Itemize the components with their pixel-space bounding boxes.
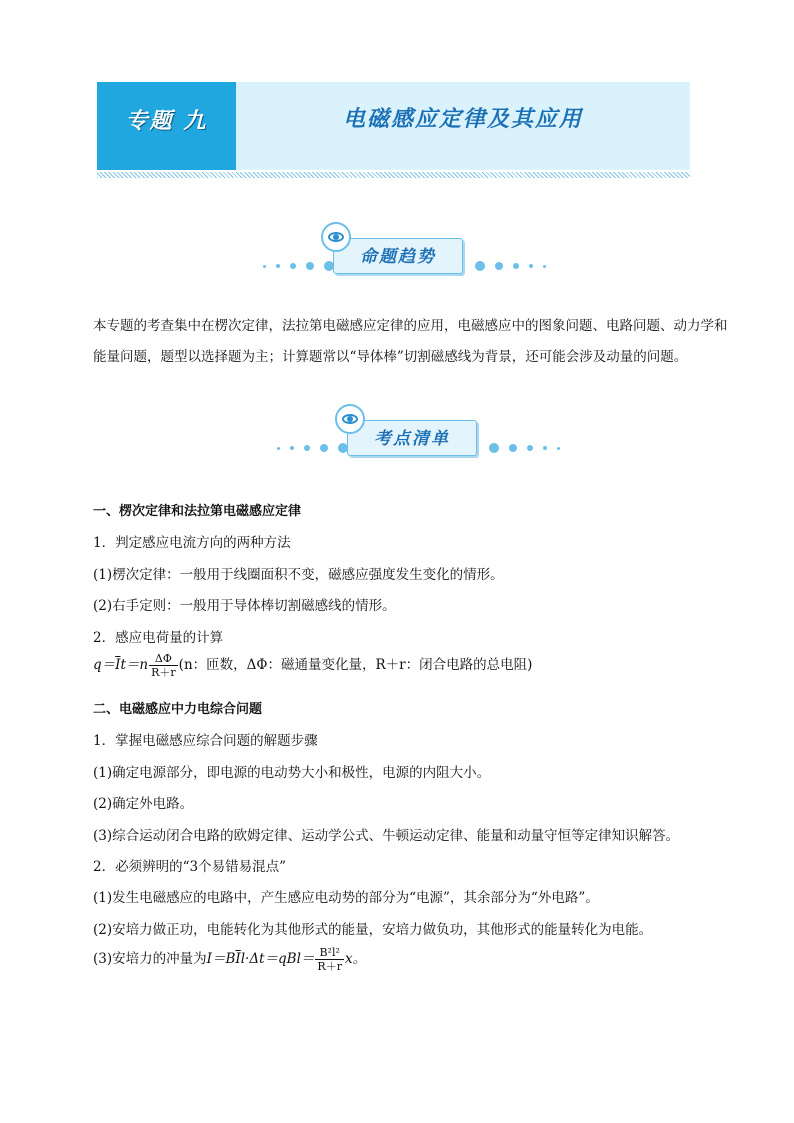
- point-1: 1．判定感应电流方向的两种方法: [93, 535, 291, 551]
- badge-dots-left: [272, 442, 353, 454]
- impulse-fraction: [315, 946, 344, 973]
- badge-dots-left: [258, 260, 339, 272]
- eye-icon: [321, 222, 351, 252]
- badge-dots-right: [470, 260, 551, 272]
- impulse-end: x。: [344, 951, 367, 967]
- impulse-numerator: B²l²: [315, 946, 344, 960]
- intro-line-2: 能量问题，题型以选择题为主；计算题常以“导体棒”切割磁感线为背景，还可能会涉及动量的问题。: [93, 349, 688, 365]
- topic-banner: [97, 82, 690, 170]
- point-3: 1．掌握电磁感应综合问题的解题步骤: [93, 733, 318, 749]
- point-4-1: (1)发生电磁感应的电路中，产生感应电动势的部分为“电源”，其余部分为“外电路”。: [93, 890, 599, 906]
- formula-q: q＝: [93, 657, 116, 673]
- impulse-avg-current: $\overline{I}$: [235, 951, 241, 967]
- charge-formula: [93, 652, 532, 679]
- topic-label-box: [97, 82, 236, 170]
- heading-2: 二、电磁感应中力电综合问题: [93, 702, 263, 717]
- checklist-badge-box: [347, 420, 477, 456]
- point-1-2: (2)右手定则：一般用于导体棒切割磁感线的情形。: [93, 598, 396, 614]
- trend-badge-label: 命题趋势: [360, 247, 436, 267]
- badge-dots-right: [484, 442, 565, 454]
- formula-fraction: [149, 652, 178, 679]
- impulse-formula: [93, 946, 366, 973]
- page-title: 电磁感应定律及其应用: [342, 107, 583, 132]
- checklist-section-badge: [0, 404, 794, 464]
- formula-t-n: t＝n: [120, 657, 149, 673]
- impulse-formula-a: I＝B: [206, 951, 236, 967]
- trend-section-badge: [0, 222, 794, 282]
- fraction-numerator: ΔΦ: [149, 652, 178, 666]
- formula-note: (n：匝数，ΔΦ：磁通量变化量，R＋r：闭合电路的总电阻): [178, 657, 533, 673]
- impulse-denominator: R＋r: [317, 960, 342, 973]
- banner-divider: [97, 172, 690, 178]
- point-3-2: (2)确定外电路。: [93, 796, 194, 812]
- topic-label: 专题 九: [125, 109, 208, 134]
- eye-icon: [335, 404, 365, 434]
- heading-1: 一、楞次定律和法拉第电磁感应定律: [93, 504, 302, 519]
- checklist-badge-label: 考点清单: [374, 429, 450, 449]
- point-3-3: (3)综合运动闭合电路的欧姆定律、运动学公式、牛顿运动定律、能量和动量守恒等定律知识解答。: [93, 828, 680, 844]
- point-1-1: (1)楞次定律：一般用于线圈面积不变，磁感应强度发生变化的情形。: [93, 567, 504, 583]
- intro-line-1: 本专题的考查集中在楞次定律，法拉第电磁感应定律的应用，电磁感应中的图象问题、电路问题、动力学和: [93, 318, 728, 334]
- impulse-formula-b: l·Δt＝qBl＝: [240, 951, 315, 967]
- point-4: 2．必须辨明的“3个易错易混点”: [93, 859, 286, 875]
- fraction-denominator: R＋r: [151, 666, 176, 679]
- point-4-2: (2)安培力做正功，电能转化为其他形式的能量，安培力做负功，其他形式的能量转化为电能。: [93, 922, 653, 938]
- impulse-prefix: (3)安培力的冲量为: [93, 951, 207, 967]
- point-3-1: (1)确定电源部分，即电源的电动势大小和极性，电源的内阻大小。: [93, 765, 491, 781]
- formula-avg-current: $\overline{I}$: [115, 657, 121, 673]
- trend-badge-box: [333, 238, 463, 274]
- point-2: 2．感应电荷量的计算: [93, 630, 224, 646]
